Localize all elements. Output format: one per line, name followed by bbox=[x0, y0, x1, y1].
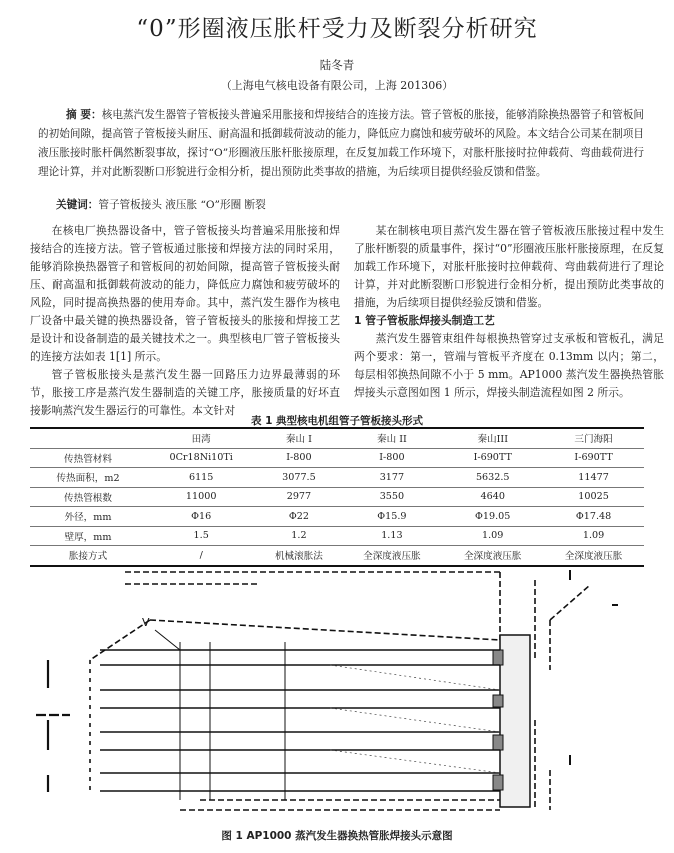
section-1-paragraph: 蒸汽发生器管束组件每根换热管穿过支承板和管板孔，满足两个要求：第一，管端与管板平齐度在 0.13mm 以内；第二，每层相邻换热间隙不小于 5 mm。AP1000 蒸汽发生器换热管胀焊接头示意图如图 1 所示，焊接头制造流程如图 2 所示。 bbox=[354, 332, 664, 399]
keywords-label: 关键词： bbox=[56, 199, 99, 211]
right-column bbox=[354, 222, 664, 402]
table-cell: Φ17.48 bbox=[543, 507, 644, 527]
left-column bbox=[30, 222, 340, 420]
table-cell: 4640 bbox=[442, 487, 543, 507]
table-header-cell: 田湾 bbox=[146, 428, 256, 448]
table-cell: 胀接方式 bbox=[30, 546, 146, 566]
table-cell: 传热管根数 bbox=[30, 487, 146, 507]
heat-exchanger-tubes bbox=[100, 642, 500, 800]
table-cell: 11000 bbox=[146, 487, 256, 507]
table-row bbox=[30, 526, 644, 546]
table-cell: 10025 bbox=[543, 487, 644, 507]
abstract bbox=[38, 106, 644, 182]
figure-1-drawing bbox=[30, 560, 644, 826]
table-cell: 壁厚，mm bbox=[30, 526, 146, 546]
table-header-cell: 秦山III bbox=[442, 428, 543, 448]
table-row bbox=[30, 448, 644, 468]
table-cell: 全深度液压胀 bbox=[341, 546, 442, 566]
table-cell: 机械滚胀法 bbox=[256, 546, 341, 566]
tubesheet-block bbox=[500, 635, 530, 807]
keywords bbox=[56, 197, 266, 212]
figure-label-v: V bbox=[142, 616, 150, 629]
left-edge-markers bbox=[36, 660, 70, 792]
author-affiliation: （上海电气核电设备有限公司，上海 201306） bbox=[220, 79, 454, 92]
table-header-cell: 秦山 I bbox=[256, 428, 341, 448]
abstract-text: 核电蒸汽发生器管子管板接头普遍采用胀接和焊接结合的连接方法。管子管板的胀接，能够消除换热器管子和管板间的初始间隙，提高管子管板接头耐压、耐高温和抵御载荷波动的能力，降低应力腐蚀和疲劳破坏的风险。本文结合公司某在制项目液压胀接时胀杆偶然断裂事故，探讨“O”形圈液压胀杆胀接原理，在反复加载工作环境下，对胀杆胀接时拉伸载荷、弯曲载荷进行理论计算，并对此断裂断口形貌进行金相分析，提出预防此类事故的措施，为后续项目提供经验反馈和借鉴。 bbox=[38, 109, 644, 178]
intro-paragraph-1: 在核电厂换热器设备中，管子管板接头均普遍采用胀接和焊接结合的连接方法。管子管板通过胀接和焊接方法的同时采用，能够消除换热器管子和管板间的初始间隙，提高管子管板接头耐压、耐高温和抵御载荷波动的能力，降低应力腐蚀和疲劳破坏的风险，同时提高换热器的使用寿命。其中，蒸汽发生器作为核电厂设备中最关键的换热器设备，管子管板接头的胀接和焊接工艺是设计和设备制造的最关键技术之一。典型核电厂管子管板接头的连接方法如表 1[1] 所示。 bbox=[30, 224, 340, 363]
figure-1-caption: 图 1 AP1000 蒸汽发生器换热管胀焊接头示意图 bbox=[221, 830, 453, 842]
table-cell: 1.2 bbox=[256, 526, 341, 546]
table-cell: 全深度液压胀 bbox=[442, 546, 543, 566]
table-header-row bbox=[30, 428, 644, 448]
table-cell: 外径，mm bbox=[30, 507, 146, 527]
table-1-caption: 表 1 典型核电机组管子管板接头形式 bbox=[250, 415, 424, 427]
table-cell: 传热管材料 bbox=[30, 448, 146, 468]
intro-paragraph-2: 管子管板胀接头是蒸汽发生器一回路压力边界最薄弱的环节，胀接工序是蒸汽发生器制造的关键工序，胀接质量的好坏直接影响蒸汽发生器运行的可靠性。本文针对 bbox=[30, 368, 340, 417]
table-cell: I-690TT bbox=[442, 448, 543, 468]
table-cell: 1.09 bbox=[543, 526, 644, 546]
author-name: 陆冬青 bbox=[319, 58, 355, 72]
table-cell: 传热面积，m2 bbox=[30, 468, 146, 488]
table-1 bbox=[30, 427, 644, 567]
table-cell: Φ16 bbox=[146, 507, 256, 527]
table-row bbox=[30, 507, 644, 527]
table-header-cell: 秦山 II bbox=[341, 428, 442, 448]
keywords-text: 管子管板接头 液压胀 “O”形圈 断裂 bbox=[98, 199, 266, 211]
table-cell: I-690TT bbox=[543, 448, 644, 468]
table-cell: Φ22 bbox=[256, 507, 341, 527]
table-cell: Φ19.05 bbox=[442, 507, 543, 527]
intro-paragraph-3: 某在制核电项目蒸汽发生器在管子管板液压胀接过程中发生了胀杆断裂的质量事件，探讨“0”形圈液压胀杆胀接原理，在反复加载工作环境下，对胀杆胀接时拉伸载荷、弯曲载荷进行了理论计算，并对此断裂断口形貌进行金相分析，提出预防此类事故的措施，为后续项目提供经验反馈和借鉴。 bbox=[354, 224, 664, 309]
table-cell: Φ15.9 bbox=[341, 507, 442, 527]
table-row bbox=[30, 487, 644, 507]
table-cell: 5632.5 bbox=[442, 468, 543, 488]
table-cell: 全深度液压胀 bbox=[543, 546, 644, 566]
section-heading-1: 1 管子管板胀焊接头制造工艺 bbox=[354, 314, 495, 327]
table-cell: 0Cr18Ni10Ti bbox=[146, 448, 256, 468]
table-header-cell bbox=[30, 428, 146, 448]
table-cell: / bbox=[146, 546, 256, 566]
table-cell: I-800 bbox=[256, 448, 341, 468]
table-cell: 1.13 bbox=[341, 526, 442, 546]
table-cell: 3550 bbox=[341, 487, 442, 507]
table-cell: 6115 bbox=[146, 468, 256, 488]
table-cell: 1.09 bbox=[442, 526, 543, 546]
table-cell: 2977 bbox=[256, 487, 341, 507]
table-cell: 1.5 bbox=[146, 526, 256, 546]
abstract-label: 摘 要： bbox=[66, 109, 102, 121]
table-cell: 3177 bbox=[341, 468, 442, 488]
table-cell: I-800 bbox=[341, 448, 442, 468]
table-cell: 3077.5 bbox=[256, 468, 341, 488]
paper-title: “0”形圈液压胀杆受力及断裂分析研究 bbox=[136, 16, 538, 42]
table-cell: 11477 bbox=[543, 468, 644, 488]
table-row bbox=[30, 468, 644, 488]
table-header-cell: 三门海阳 bbox=[543, 428, 644, 448]
